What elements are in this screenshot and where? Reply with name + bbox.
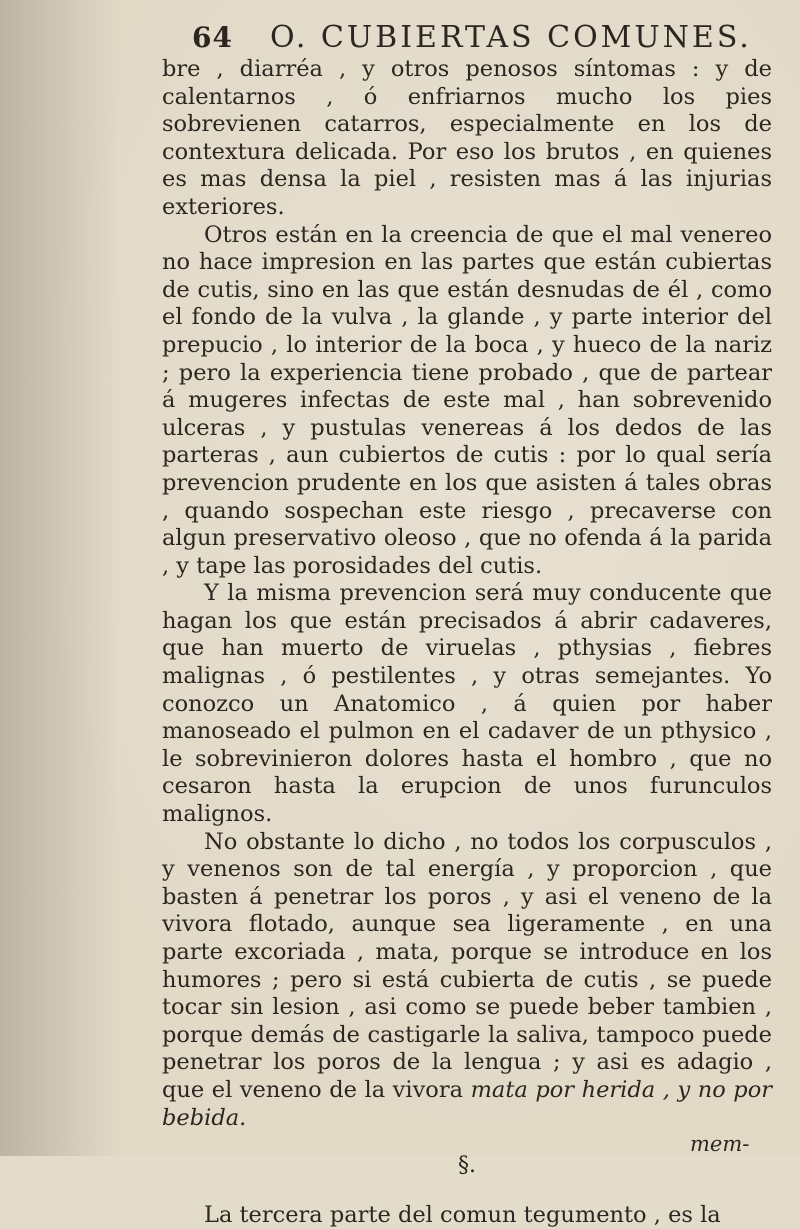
- paragraph-3: Y la misma prevencion será muy conducente que hagan los que están precisados á abrir cadaveres, que han muerto de viruelas , pthysias , fiebres malignas , ó pestilentes , y otras semejantes. Yo conozco un Anatomico , á quien por haber manoseado el pulmon en el cadaver de un pthysico , le sobrevinieron dolores hasta el hombro , que no cesaron hasta la erupcion de unos furunculos malignos.: [162, 580, 772, 828]
- final-paragraph: La tercera parte del comun tegumento , es la: [204, 1201, 721, 1228]
- page-header: [192, 20, 772, 60]
- paragraph-4-italic: mata por herida , y no por bebida.: [162, 1076, 773, 1131]
- page-number: 64: [192, 21, 233, 54]
- paragraph-4-main: No obstante lo dicho , no todos los corpusculos , y venenos son de tal energía , y proporcion , que basten á penetrar los poros , y asi el veneno de la vivora flotado, aunque sea ligeramente , en una parte excoriada , mata, porque se introduce en los humores ; pero si está cubierta de cutis , se puede tocar sin lesion , asi como se puede beber tambien , porque demás de castigarle la saliva, tampoco puede penetrar los poros de la lengua ; y asi es adagio , que el veneno de la vivora: [162, 828, 772, 1103]
- catchword: mem-: [690, 1132, 750, 1156]
- paragraph-4: [162, 829, 772, 1133]
- body-text: [162, 56, 772, 1229]
- paragraph-1: bre , diarréa , y otros penosos síntomas : y de calentarnos , ó enfriarnos mucho los pies sobrevienen catarros, especialmente en los de contextura delicada. Por eso los brutos , en quienes es mas densa la piel , resisten mas á las injurias exteriores.: [162, 56, 772, 220]
- gutter-shadow: [0, 0, 120, 1156]
- section-mark: §.: [458, 1153, 476, 1179]
- running-head: O. CUBIERTAS COMUNES.: [270, 20, 752, 55]
- paragraph-2: Otros están en la creencia de que el mal venereo no hace impresion en las partes que están cubiertas de cutis, sino en las que están desnudas de él , como el fondo de la vulva , la glande , y parte interior del prepucio , lo interior de la boca , y hueco de la nariz ; pero la experiencia tiene probado , que de partear á mugeres infectas de este mal , han sobrevenido ulceras , y pustulas venereas á los dedos de las parteras , aun cubiertos de cutis : por lo qual sería prevencion prudente en los que asisten á tales obras , quando sospechan este riesgo , precaverse con algun preservativo oleoso , que no ofenda á la parida , y tape las porosidades del cutis.: [162, 221, 772, 579]
